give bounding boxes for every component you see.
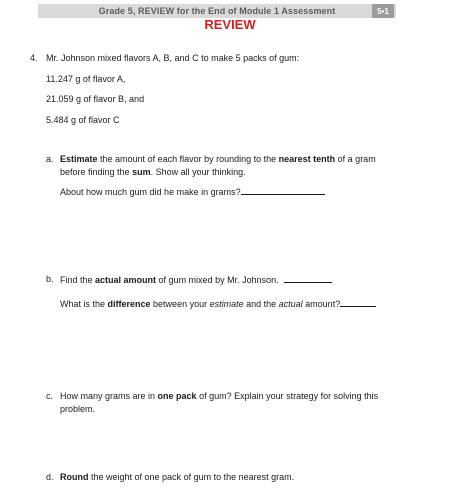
part-a-text1: the amount of each flavor by rounding to the — [97, 154, 279, 164]
part-a-bold-sum: sum — [132, 167, 151, 177]
part-d-bold-round: Round — [60, 472, 89, 482]
part-c-line1 — [60, 390, 378, 402]
part-d-letter: d. — [46, 472, 54, 482]
part-d-line1 — [60, 471, 294, 483]
part-a-letter: a. — [46, 154, 54, 164]
part-b-text2: of gum mixed by Mr. Johnson. — [156, 275, 279, 285]
part-b-text6: amount? — [302, 299, 341, 309]
part-c-text2: of gum? Explain your strategy for solving this — [196, 391, 379, 401]
review-heading: REVIEW — [204, 17, 256, 32]
part-b-italic-estimate: estimate — [209, 299, 244, 309]
part-a-line3 — [60, 185, 325, 198]
header-title: Grade 5, REVIEW for the End of Module 1 Assessment — [98, 6, 336, 16]
flavor-c-item: 5.484 g of flavor C — [46, 115, 120, 125]
header-bar — [38, 4, 396, 18]
answer-blank-b1[interactable] — [284, 273, 332, 283]
part-a-text2: of a gram — [335, 154, 376, 164]
part-b-line2 — [60, 297, 376, 310]
module-badge: 5•1 — [372, 4, 394, 18]
part-b-text3: What is the — [60, 299, 108, 309]
question-stem: Mr. Johnson mixed flavors A, B, and C to make 5 packs of gum: — [46, 53, 300, 63]
flavor-a-item: 11.247 g of flavor A, — [46, 74, 126, 84]
answer-blank-a[interactable] — [241, 185, 325, 195]
part-b-text1: Find the — [60, 275, 96, 285]
part-a-question: About how much gum did he make in grams? — [60, 187, 241, 197]
flavor-b-item: 21.059 g of flavor B, and — [46, 94, 145, 104]
part-b-text5: and the — [243, 299, 279, 309]
part-c-line2: problem. — [60, 404, 96, 414]
question-number: 4. — [30, 53, 38, 63]
part-b-letter: b. — [46, 274, 54, 284]
part-b-bold-actual-amount: actual amount — [95, 275, 157, 285]
part-d-text1: the weight of one pack of gum to the nearest gram. — [88, 472, 295, 482]
part-a-line1 — [60, 153, 376, 165]
part-a-bold-nearest-tenth: nearest tenth — [278, 154, 336, 164]
part-a-line2 — [60, 166, 246, 178]
answer-blank-b2[interactable] — [340, 297, 376, 307]
part-b-bold-difference: difference — [107, 299, 151, 309]
part-b-text4: between your — [150, 299, 210, 309]
part-a-text4: . Show all your thinking. — [150, 167, 246, 177]
part-b-line1 — [60, 273, 332, 286]
part-c-bold-one-pack: one pack — [157, 391, 197, 401]
part-c-letter: c. — [46, 391, 54, 401]
part-a-text3: before finding the — [60, 167, 133, 177]
part-b-italic-actual: actual — [278, 299, 303, 309]
part-a-bold-estimate: Estimate — [60, 154, 98, 164]
part-c-text1: How many grams are in — [60, 391, 158, 401]
